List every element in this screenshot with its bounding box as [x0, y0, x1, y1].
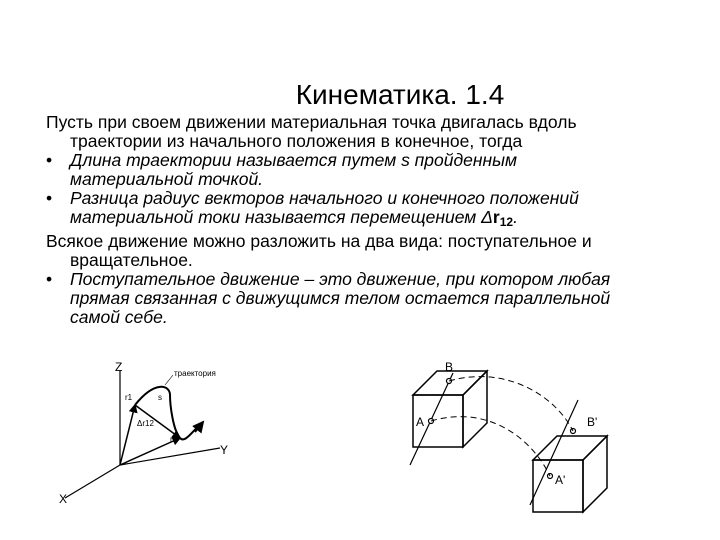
vector-symbol: r	[492, 207, 500, 227]
r1-label: r1	[125, 393, 133, 402]
translational-motion-diagram	[395, 355, 620, 530]
text-line: Всякое движение можно разложить на два вида: поступательное и	[46, 231, 592, 251]
path-s-label: s	[158, 393, 162, 402]
bullet-translational-definition	[46, 270, 706, 327]
annotation-leader	[165, 375, 173, 385]
trajectory-diagram	[55, 360, 240, 510]
axis-z-label: Z	[115, 360, 123, 374]
label-a-prime: A'	[555, 473, 566, 487]
bullet-marker: •	[46, 188, 53, 208]
text-line: материальной точкой.	[70, 169, 264, 189]
sentence-end: .	[513, 207, 518, 227]
label-b-prime: B'	[587, 415, 598, 429]
bullet-displacement-definition	[46, 189, 706, 232]
bullet-path-definition	[46, 151, 706, 189]
delta-r12-label: Δr12	[137, 419, 154, 428]
slide-title: Кинематика. 1.4	[295, 79, 505, 110]
trajectory-b	[449, 377, 573, 431]
vector-subscript: 12	[499, 215, 514, 229]
radius-vector-r1	[120, 405, 135, 465]
trajectory-annotation: траектория	[174, 369, 216, 378]
x-axis	[65, 465, 120, 498]
text-line: Разница радиус векторов начального и конечного положений	[70, 188, 579, 208]
slide-body	[46, 113, 706, 327]
label-a: A	[416, 415, 425, 429]
text-line: самой себе.	[70, 307, 168, 327]
r2-label: r2	[170, 435, 178, 444]
paragraph-motion-types	[46, 232, 706, 270]
text-line: вращательное.	[70, 250, 193, 270]
y-axis	[120, 448, 220, 465]
text-line: Поступательное движение – это движение, при котором любая	[70, 269, 611, 289]
segment-a-prime-b-prime	[530, 400, 578, 505]
text-line: Пусть при своем движении материальная точка двигалась вдоль	[46, 112, 577, 132]
text-line: прямая связанная с движущимся телом остается параллельной	[70, 288, 611, 308]
text-line: материальной токи называется перемещением Δ	[70, 207, 493, 227]
label-b: B	[445, 360, 454, 374]
axis-y-label: Y	[220, 443, 229, 457]
axis-x-label: X	[59, 492, 68, 506]
paragraph-intro	[46, 113, 706, 151]
text-line: траектории из начального положения в конечное, тогда	[70, 131, 523, 151]
text-line: Длина траектории называется путем s пройденным	[70, 150, 518, 170]
bullet-marker: •	[46, 150, 53, 170]
bullet-marker: •	[46, 269, 53, 289]
